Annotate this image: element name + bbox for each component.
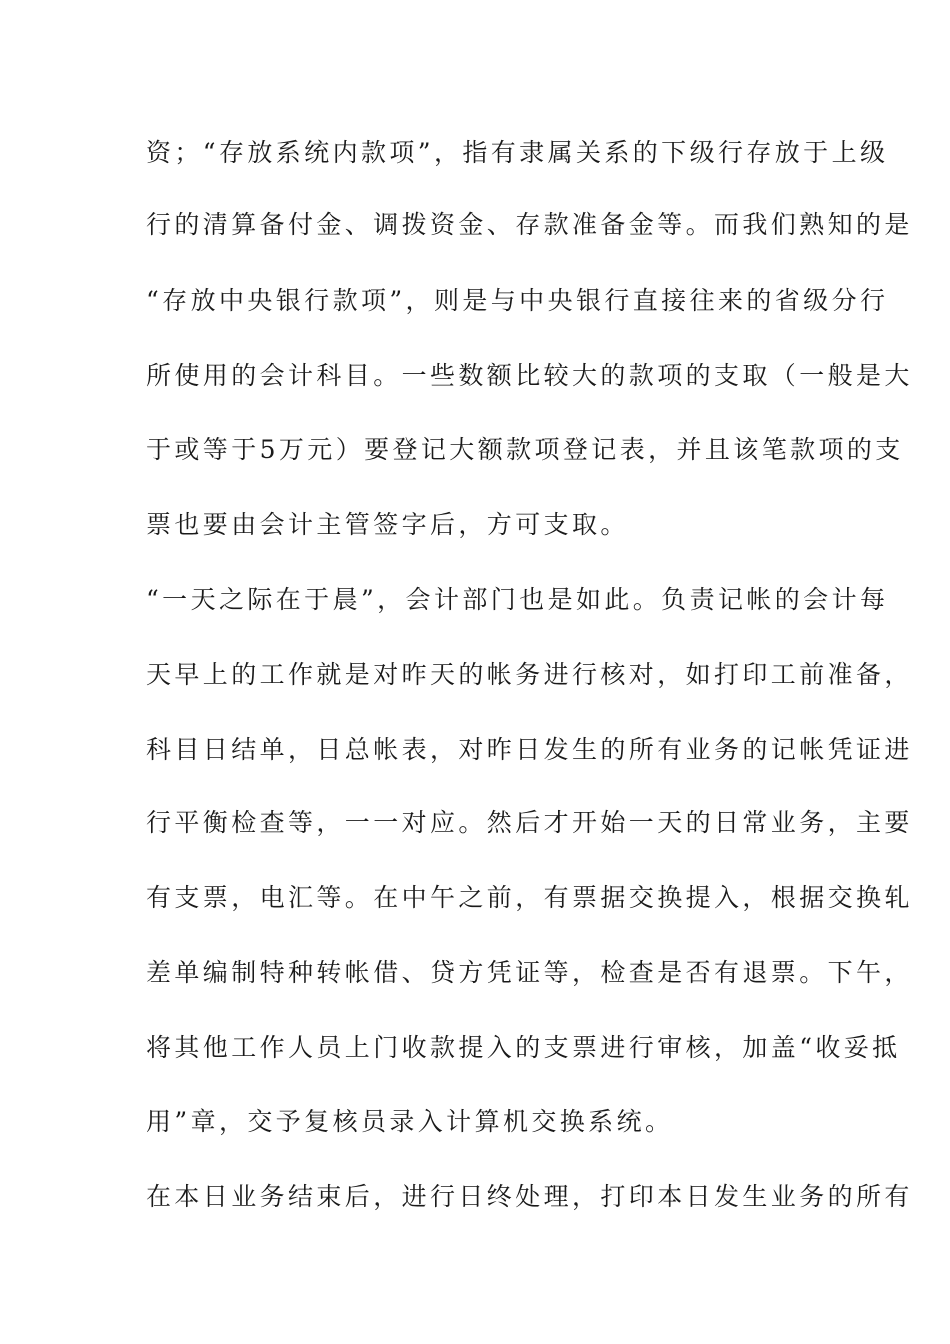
text-line: 于或等于5万元）要登记大额款项登记表，并且该笔款项的支	[146, 435, 904, 464]
text-line: “一天之际在于晨”，会计部门也是如此。负责记帐的会计每	[146, 585, 889, 614]
text-line: 所使用的会计科目。一些数额比较大的款项的支取（一般是大	[146, 361, 913, 390]
text-line: “存放中央银行款项”，则是与中央银行直接往来的省级分行	[146, 286, 889, 315]
text-line: 票也要由会计主管签字后，方可支取。	[146, 510, 629, 539]
text-line: 有支票，电汇等。在中午之前，有票据交换提入，根据交换轧	[146, 883, 913, 912]
text-line: 资；“存放系统内款项”，指有隶属关系的下级行存放于上级	[146, 138, 889, 167]
text-line: 用”章，交予复核员录入计算机交换系统。	[146, 1107, 674, 1136]
text-line: 差单编制特种转帐借、贷方凭证等，检查是否有退票。下午，	[146, 958, 913, 987]
text-line: 在本日业务结束后，进行日终处理，打印本日发生业务的所有	[146, 1182, 913, 1211]
text-line: 将其他工作人员上门收款提入的支票进行审核，加盖“收妥抵	[146, 1033, 901, 1062]
text-line: 行平衡检查等，一一对应。然后才开始一天的日常业务，主要	[146, 808, 913, 837]
text-line: 行的清算备付金、调拨资金、存款准备金等。而我们熟知的是	[146, 210, 913, 239]
text-line: 科目日结单，日总帐表，对昨日发生的所有业务的记帐凭证进	[146, 735, 913, 764]
text-line: 天早上的工作就是对昨天的帐务进行核对，如打印工前准备，	[146, 660, 913, 689]
